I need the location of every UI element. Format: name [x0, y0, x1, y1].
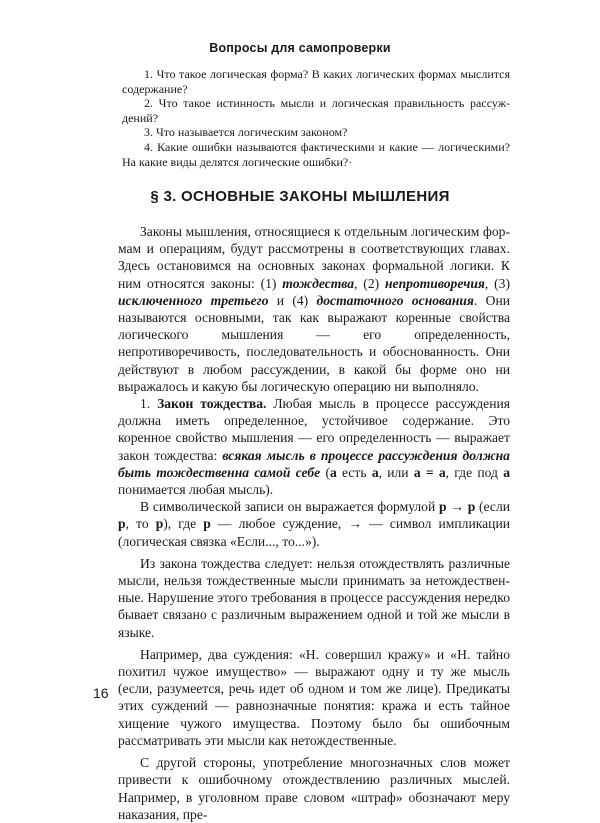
text-span: ), где: [163, 516, 204, 532]
text-span: (: [320, 464, 330, 480]
page-number: 16: [93, 685, 109, 701]
text-span: — любое суждение, → — символ импликации (логическая связка «Если..., то...»).: [118, 516, 510, 549]
text-span: , (2): [354, 275, 385, 291]
question-item: 1. Что такое логическая форма? В каких логических формах мыслится содержание?: [122, 67, 510, 96]
questions-list: [122, 67, 510, 169]
paragraph-symbolic: [118, 498, 510, 550]
text-span: , (3): [484, 275, 511, 291]
text-span: В символической записи он выражается формулой: [140, 499, 440, 515]
law-term: непротиворечия: [385, 275, 485, 291]
text-span: Законы мышления, относящиеся к отдельным логическим формам и операциям, будут рассмотрены в соответствующих главах. Здесь остановимся на основных законах формальной логики. К ним относятся законы: (1): [118, 224, 510, 291]
text-span: понимается любая мысль).: [118, 482, 274, 498]
paragraph-law-of-identity: [118, 395, 510, 498]
law-term: тождества: [282, 275, 355, 291]
paragraph-example: Например, два суждения: «Н. совершил кражу» и «Н. тайно похитил чужое имущество» — выражают одну и ту же мысль (если, разумеется, речь идет об одном и том же лице). Предикаты этих суждений — равнозначные понятия: кража и есть тайное хищение чужого имущества. Поэтому было бы ошибочным рассматривать эти мысли как нетождественные.: [118, 646, 510, 748]
paragraph-intro: [118, 223, 510, 395]
questions-title: Вопросы для самопроверки: [209, 41, 391, 55]
formula-var: р: [203, 516, 211, 532]
text-span: 1.: [140, 396, 158, 412]
formula: а = а: [413, 464, 446, 480]
formula-var: а: [371, 464, 379, 480]
text-span: (если: [475, 499, 511, 515]
section-body: [118, 223, 510, 823]
section-title: § 3. ОСНОВНЫЕ ЗАКОНЫ МЫШЛЕНИЯ: [150, 188, 450, 205]
text-span: , то: [125, 516, 156, 532]
text-span: есть: [336, 464, 372, 480]
law-term: исключенного третьего: [118, 292, 269, 308]
formula: р → р: [439, 499, 476, 515]
text-span: Любая мысль в процессе рассуждения должна иметь определенное, устойчивое содержание. Это коренное свойство мышления — его определенность — выражает закон тождества:: [118, 396, 510, 463]
law-term: достаточного основания: [316, 292, 474, 308]
formula-var: р: [118, 516, 126, 532]
formula-var: а: [329, 464, 337, 480]
formula-var: р: [155, 516, 164, 532]
text-span: , где под: [445, 464, 504, 480]
paragraph-ambiguity: С другой стороны, употребление многозначных слов может привести к ошибочному отождествлению различных мыслей. Например, в уголовном праве словом «штраф» обозначают меру наказания, пре-: [118, 755, 510, 822]
text-span: и (4): [268, 292, 317, 308]
paragraph-consequence: Из закона тождества следует: нельзя отождествлять различные мысли, нельзя тождественные мысли принимать за нетождественные. Нарушение этого требования в процессе рассуждения нередко бывает связано с различным выражением одной и той же мысли в языке.: [118, 555, 510, 640]
text-span: . Они называются основными, так как выражают коренные свойства логического мышления — его определенность, непротиворечивость, последовательность и обоснованность. Они действуют в любом рассуждении, в какой бы форме оно ни выражалось и какую бы логическую операцию ни выполняло.: [118, 292, 510, 394]
question-item: 4. Какие ошибки называются фактическими и какие — логическими? На какие виды делятся логические ошибки?·: [122, 139, 510, 169]
question-item: 2. Что такое истинность мысли и логическая правильность рассуждений?: [122, 96, 510, 125]
question-item: 3. Что называется логическим законом?: [144, 125, 348, 140]
text-span: , или: [378, 464, 414, 480]
law-heading: Закон тождества.: [157, 396, 267, 412]
law-statement: всякая мысль в процессе рассуждения должна быть тождественна самой себе: [118, 447, 510, 480]
formula-var: а: [503, 464, 510, 480]
